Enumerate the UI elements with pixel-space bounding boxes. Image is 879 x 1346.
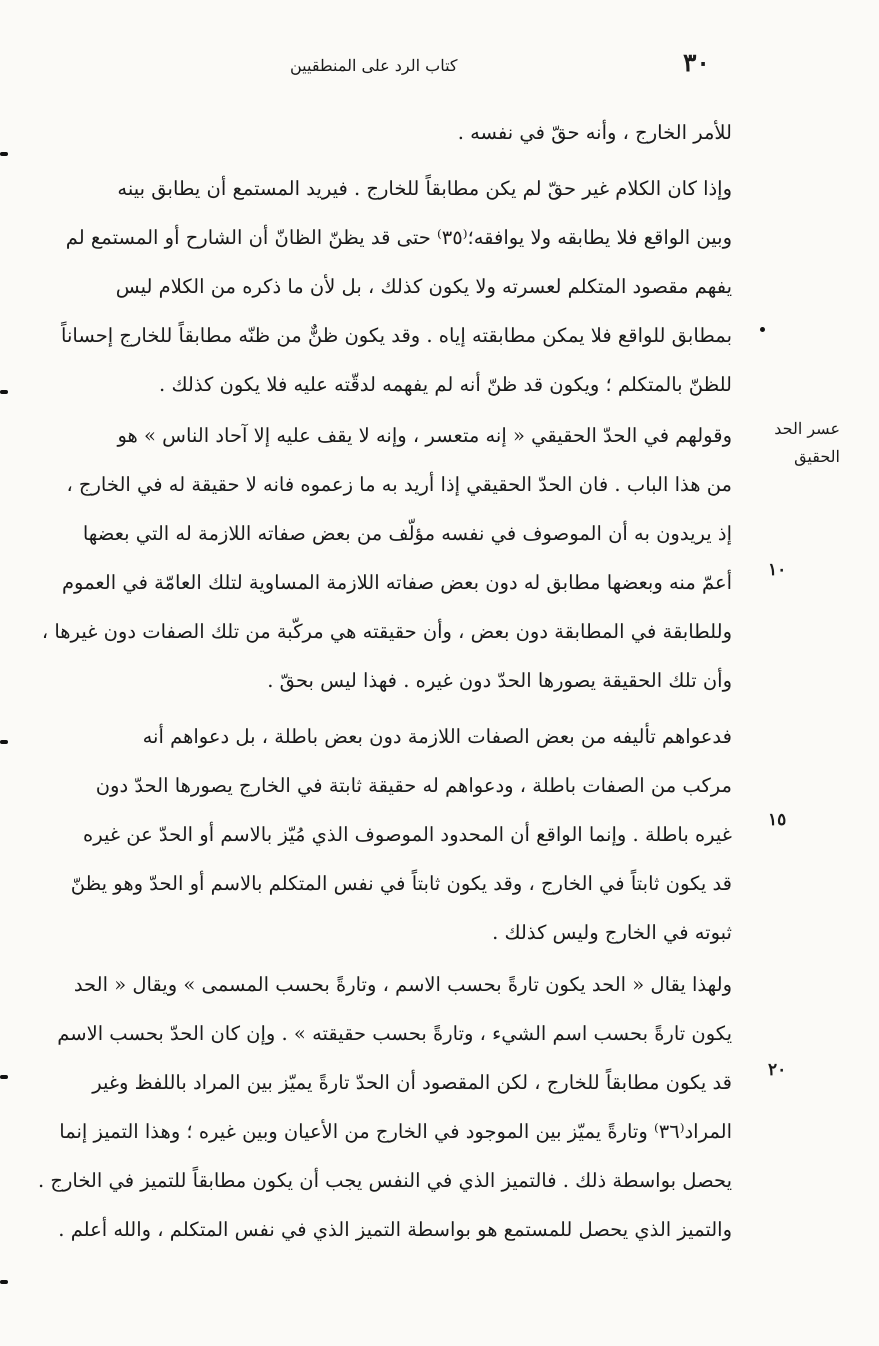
text-line: غيره باطلة . وإنما الواقع أن المحدود الموصوف الذي مُيّز بالاسم أو الحدّ عن غيره	[82, 823, 732, 846]
line-number-10: ١٠	[768, 560, 787, 580]
text-line: مركب من الصفات باطلة ، ودعواهم له حقيقة ثابتة في الخارج يصورها الحدّ دون	[95, 774, 732, 797]
text-line: قد يكون مطابقاً للخارج ، لكن المقصود أن الحدّ تارةً يميّز بين المراد باللفظ وغير	[92, 1071, 732, 1094]
line-number-15: ١٥	[768, 810, 787, 830]
edge-mark	[0, 1075, 8, 1079]
text-line: يكون تارةً بحسب اسم الشيء ، وتارةً بحسب حقيقته » . وإن كان الحدّ بحسب الاسم	[57, 1022, 732, 1045]
text-line: بمطابق للواقع فلا يمكن مطابقته إياه . وقد يكون ظنٌّ من ظنّه مطابقاً للخارج إحساناً	[61, 324, 732, 347]
text-line: للظنّ بالمتكلم ؛ ويكون قد ظنّ أنه لم يفهمه لدقّته عليه فلا يكون كذلك .	[159, 373, 732, 396]
text-line: وقولهم في الحدّ الحقيقي « إنه متعسر ، وإنه لا يقف عليه إلا آحاد الناس » هو	[117, 424, 732, 447]
text-line: وللطابقة في المطابقة دون بعض ، وأن حقيقته هي مركّبة من تلك الصفات دون غيرها ،	[41, 620, 732, 643]
edge-mark	[0, 152, 8, 156]
running-title: كتاب الرد على المنطقيين	[290, 56, 458, 75]
margin-dot	[760, 327, 765, 332]
text-line: المراد⁽٣٦⁾ وتارةً يميّز بين الموجود في الخارج من الأعيان وبين غيره ؛ وهذا التميز إنما	[59, 1120, 732, 1143]
text-line: وبين الواقع فلا يطابقه ولا يوافقه؛⁽٣٥⁾ حتى قد يظنّ الظانّ أن الشارح أو المستمع لم	[65, 226, 732, 249]
text-line: والتميز الذي يحصل للمستمع هو بواسطة التميز الذي في نفس المتكلم ، والله أعلم .	[58, 1218, 732, 1241]
margin-note: عسر الحد الحقيق	[774, 419, 840, 466]
edge-mark	[0, 740, 8, 744]
line-number-20: ٢٠	[768, 1060, 787, 1080]
text-line: إذ يريدون به أن الموصوف في نفسه مؤلّف من بعض صفاته اللازمة له التي بعضها	[82, 522, 732, 545]
text-line: يحصل بواسطة ذلك . فالتميز الذي في النفس يجب أن يكون مطابقاً للتميز في الخارج .	[37, 1169, 732, 1192]
text-line: أعمّ منه وبعضها مطابق له دون بعض صفاته اللازمة المساوية لتلك العامّة في العموم	[61, 571, 732, 594]
text-line: وأن تلك الحقيقة يصورها الحدّ دون غيره . فهذا ليس بحقّ .	[267, 669, 732, 692]
page-header	[0, 42, 879, 82]
text-line: فدعواهم تأليفه من بعض الصفات اللازمة دون بعض باطلة ، بل دعواهم أنه	[142, 725, 732, 748]
page-number: ٣٠	[683, 48, 710, 77]
text-line: من هذا الباب . فان الحدّ الحقيقي إذا أريد به ما زعموه فانه لا حقيقة له في الخارج ،	[66, 473, 732, 496]
text-line: للأمر الخارج ، وأنه حقّ في نفسه .	[457, 121, 732, 144]
text-line: وإذا كان الكلام غير حقّ لم يكن مطابقاً للخارج . فيريد المستمع أن يطابق بينه	[117, 177, 732, 200]
text-line: ولهذا يقال « الحد يكون تارةً بحسب الاسم ، وتارةً بحسب المسمى » ويقال « الحد	[73, 973, 732, 996]
text-line: يفهم مقصود المتكلم لعسرته ولا يكون كذلك ، بل لأن ما ذكره من الكلام ليس	[115, 275, 732, 298]
text-line: قد يكون ثابتاً في الخارج ، وقد يكون ثابتاً في نفس المتكلم بالاسم أو الحدّ وهو يظنّ	[70, 872, 732, 895]
edge-mark	[0, 1280, 8, 1284]
edge-mark	[0, 390, 8, 394]
text-line: ثبوته في الخارج وليس كذلك .	[492, 921, 732, 944]
